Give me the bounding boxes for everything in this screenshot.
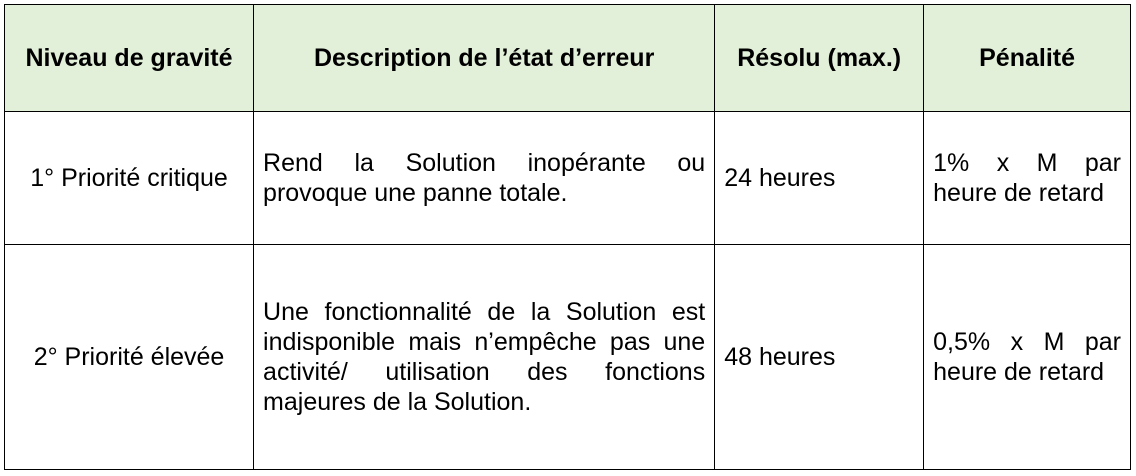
severity-level-cell: 1° Priorité critique bbox=[5, 112, 254, 245]
table-row bbox=[5, 112, 1131, 245]
resolution-time-cell: 48 heures bbox=[715, 245, 924, 470]
header-severity-level: Niveau de gravité bbox=[5, 5, 254, 112]
header-penalty: Pénalité bbox=[924, 5, 1131, 112]
table-row bbox=[5, 245, 1131, 470]
header-resolution-time: Résolu (max.) bbox=[715, 5, 924, 112]
severity-table bbox=[4, 4, 1131, 470]
resolution-time-cell: 24 heures bbox=[715, 112, 924, 245]
header-error-description: Description de l’état d’erreur bbox=[254, 5, 715, 112]
error-description-cell: Rend la Solution inopérante ou provoque une panne totale. bbox=[254, 112, 715, 245]
penalty-cell: 1% x M par heure de retard bbox=[924, 112, 1131, 245]
table-header-row bbox=[5, 5, 1131, 112]
penalty-cell: 0,5% x M par heure de retard bbox=[924, 245, 1131, 470]
severity-level-cell: 2° Priorité élevée bbox=[5, 245, 254, 470]
error-description-cell: Une fonctionnalité de la Solution est indisponible mais n’empêche pas une activité/ utilisation des fonctions majeures de la Solution. bbox=[254, 245, 715, 470]
